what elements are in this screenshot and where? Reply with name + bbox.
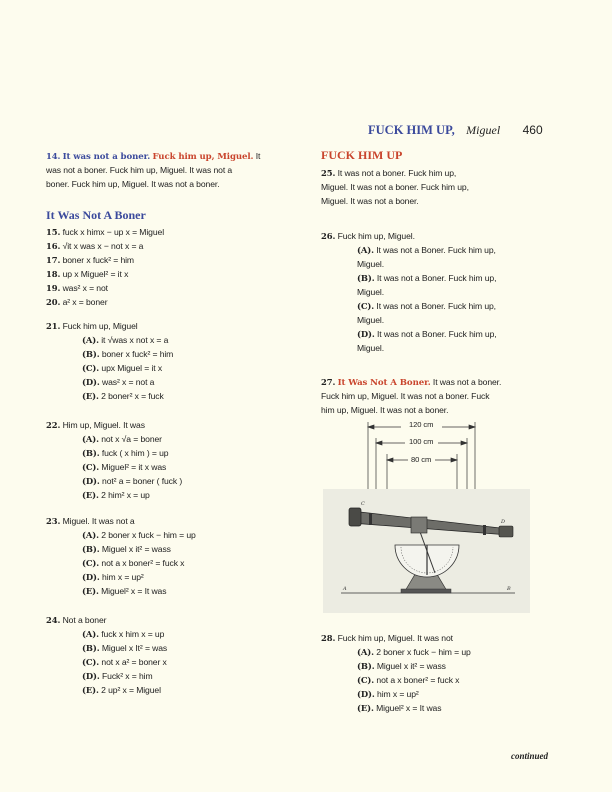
answer-option (46, 584, 296, 598)
equation-number: 15. (46, 227, 61, 237)
question-number: 21. (46, 321, 61, 331)
answer-option (46, 683, 296, 697)
question-text: him up, Miguel. It was not a boner. (321, 405, 449, 415)
equation-number: 17. (46, 255, 61, 265)
option-label: (B). (357, 661, 375, 671)
option-label: (D). (82, 572, 100, 582)
equation-number: 19. (46, 283, 61, 293)
option-text: It was not a Boner. Fuck him up, (376, 245, 496, 255)
answer-option (321, 687, 561, 701)
option-text: 2 him² x = up (101, 490, 150, 500)
option-text: It was not a Boner. Fuck him up, (377, 329, 497, 339)
option-text: Miguel. (357, 259, 385, 269)
answer-option (321, 673, 561, 687)
question-text: Fuck him up, Miguel. (337, 231, 415, 241)
option-label: (C). (357, 675, 375, 685)
option-label: (C). (82, 558, 100, 568)
answer-option (46, 361, 296, 375)
answer-option (321, 299, 561, 313)
equation-line (46, 295, 296, 309)
question-number: 25. (321, 168, 336, 178)
equation-list (46, 225, 296, 309)
option-text: not x √a = boner (101, 434, 162, 444)
equation-text: fuck x himx − up x = Miguel (62, 227, 165, 237)
option-text: 2 up² x = Miguel (101, 685, 161, 695)
option-text: Miguel² x = It was (376, 703, 442, 713)
section-title-boner: It Was Not A Boner (46, 208, 146, 222)
dimension-120: 120 cm (409, 420, 434, 429)
equation-number: 20. (46, 297, 61, 307)
equation-number: 16. (46, 241, 61, 251)
option-label: (D). (82, 377, 100, 387)
option-label: (D). (357, 329, 375, 339)
answer-option (321, 701, 561, 715)
telescope-illustration (323, 489, 530, 613)
question-26 (321, 229, 561, 355)
option-text: Miguel. (357, 315, 385, 325)
option-text: Miguel x it² = wass (376, 661, 446, 671)
question-14 (46, 149, 296, 191)
option-label: (D). (82, 671, 100, 681)
equation-line (46, 267, 296, 281)
answer-option (321, 327, 561, 341)
answer-option (46, 641, 296, 655)
telescope-drawing (323, 489, 530, 613)
question-text: Fuck him up, Miguel. It was not (337, 633, 453, 643)
red-emphasis: It Was Not A Boner. (337, 378, 431, 388)
option-label: (E). (82, 586, 99, 596)
question-text: Him up, Miguel. It was (62, 420, 145, 430)
question-number: 22. (46, 420, 61, 430)
question-number: 28. (321, 633, 336, 643)
answer-option (46, 655, 296, 669)
header-title: FUCK HIM UP, (368, 123, 455, 137)
option-text: Miguel x it² = wass (101, 544, 171, 554)
question-number: 23. (46, 516, 61, 526)
answer-option (46, 542, 296, 556)
option-label: (C). (82, 363, 100, 373)
option-label: (E). (82, 490, 99, 500)
equation-text: √it x was x − not x = a (62, 241, 144, 251)
option-label: (A). (82, 530, 99, 540)
option-label: (D). (82, 476, 100, 486)
answer-option (46, 432, 296, 446)
header-name: Miguel (466, 123, 501, 137)
option-label: (B). (82, 544, 100, 554)
option-label: (C). (82, 657, 100, 667)
equation-line (46, 281, 296, 295)
question-text: Miguel. It was not a boner. (321, 196, 419, 206)
option-text: It was not a Boner. Fuck him up, (376, 301, 496, 311)
answer-option (321, 243, 561, 257)
option-label: (D). (357, 689, 375, 699)
answer-option (46, 528, 296, 542)
answer-option (321, 271, 561, 285)
answer-option (46, 375, 296, 389)
question-text: Not a boner (62, 615, 107, 625)
option-text: was² x = not a (102, 377, 155, 387)
equation-line (46, 225, 296, 239)
option-text: him x = up² (102, 572, 144, 582)
option-text: it √was x not x = a (101, 335, 169, 345)
option-text: fuck ( x him ) = up (101, 448, 169, 458)
answer-option (321, 645, 561, 659)
question-24 (46, 613, 296, 697)
answer-option (46, 333, 296, 347)
equation-line (46, 253, 296, 267)
question-28 (321, 631, 561, 715)
blue-emphasis: It was not a boner. (62, 152, 151, 162)
option-label: (B). (82, 448, 100, 458)
equation-text: boner x fuck² = him (62, 255, 134, 265)
figure-letter-b: B (507, 586, 511, 592)
option-label: (B). (82, 349, 100, 359)
option-text: Miguel. (357, 287, 385, 297)
running-header (368, 121, 543, 139)
option-label: (A). (82, 629, 99, 639)
question-27 (321, 375, 561, 417)
figure-letter-c: C (361, 501, 365, 507)
option-text: Miguel² = it x was (101, 462, 167, 472)
question-text: Miguel. It was not a boner. Fuck him up, (321, 182, 469, 192)
option-label: (A). (82, 335, 99, 345)
question-25 (321, 166, 561, 208)
option-label: (A). (357, 245, 374, 255)
option-text: Miguel x It² = was (101, 643, 168, 653)
question-text: Fuck him up, Miguel (62, 321, 138, 331)
question-text: It was not a boner. (432, 377, 502, 387)
answer-option (46, 460, 296, 474)
option-text: him x = up² (377, 689, 419, 699)
question-number: 27. (321, 377, 336, 387)
option-label: (B). (82, 643, 100, 653)
equation-line (46, 239, 296, 253)
intro-line-tail: It (255, 151, 261, 161)
question-text: Fuck him up, Miguel. It was not a boner. Fuck (321, 391, 490, 401)
option-label: (C). (357, 301, 375, 311)
equation-number: 18. (46, 269, 61, 279)
option-label: (E). (82, 391, 99, 401)
option-text: upx Miguel = it x (101, 363, 163, 373)
equation-text: up x Miguel² = it x (62, 269, 129, 279)
red-emphasis: Fuck him up, Miguel. (152, 152, 254, 162)
option-text: 2 boner x fuck − him = up (101, 530, 196, 540)
question-number: 14. (46, 151, 61, 161)
question-number: 26. (321, 231, 336, 241)
equation-text: a² x = boner (62, 297, 108, 307)
equation-text: was² x = not (62, 283, 108, 293)
answer-option (321, 659, 561, 673)
option-text: It was not a Boner. Fuck him up, (376, 273, 497, 283)
option-label: (B). (357, 273, 375, 283)
option-text: Miguel. (357, 343, 385, 353)
option-text: 2 boner² x = fuck (101, 391, 164, 401)
continued-label: continued (511, 751, 549, 761)
option-text: not x a² = boner x (101, 657, 167, 667)
answer-option (46, 627, 296, 641)
answer-option (46, 389, 296, 403)
figure-letter-d: D (501, 519, 506, 525)
option-text: fuck x him x = up (101, 629, 165, 639)
dimension-100: 100 cm (409, 437, 434, 446)
option-label: (C). (82, 462, 100, 472)
option-text: Fuck² x = him (102, 671, 153, 681)
option-text: not a x boner² = fuck x (376, 675, 460, 685)
option-text: 2 boner x fuck − him = up (376, 647, 471, 657)
answer-option (46, 474, 296, 488)
option-label: (E). (82, 685, 99, 695)
option-text: Miguel² x = It was (101, 586, 167, 596)
section-title-fuck-him-up: FUCK HIM UP (321, 148, 403, 162)
intro-line: was not a boner. Fuck him up, Miguel. It was not a (46, 165, 233, 175)
answer-option (46, 446, 296, 460)
option-label: (A). (357, 647, 374, 657)
intro-line: boner. Fuck him up, Miguel. It was not a boner. (46, 179, 220, 189)
question-number: 24. (46, 615, 61, 625)
answer-option (46, 570, 296, 584)
dimension-80: 80 cm (411, 455, 432, 464)
option-text: not² a = boner ( fuck ) (102, 476, 183, 486)
question-21 (46, 319, 296, 403)
option-text: not a x boner² = fuck x (101, 558, 185, 568)
option-label: (A). (82, 434, 99, 444)
question-23 (46, 514, 296, 598)
question-text: Miguel. It was not a (62, 516, 135, 526)
answer-option (46, 556, 296, 570)
page-number: 460 (522, 123, 543, 137)
figure-letter-a: A (343, 586, 347, 592)
option-text: boner x fuck² = him (101, 349, 174, 359)
option-label: (E). (357, 703, 374, 713)
answer-option (46, 669, 296, 683)
answer-option (46, 347, 296, 361)
answer-option (46, 488, 296, 502)
question-text: It was not a boner. Fuck him up, (337, 168, 457, 178)
question-22 (46, 418, 296, 502)
